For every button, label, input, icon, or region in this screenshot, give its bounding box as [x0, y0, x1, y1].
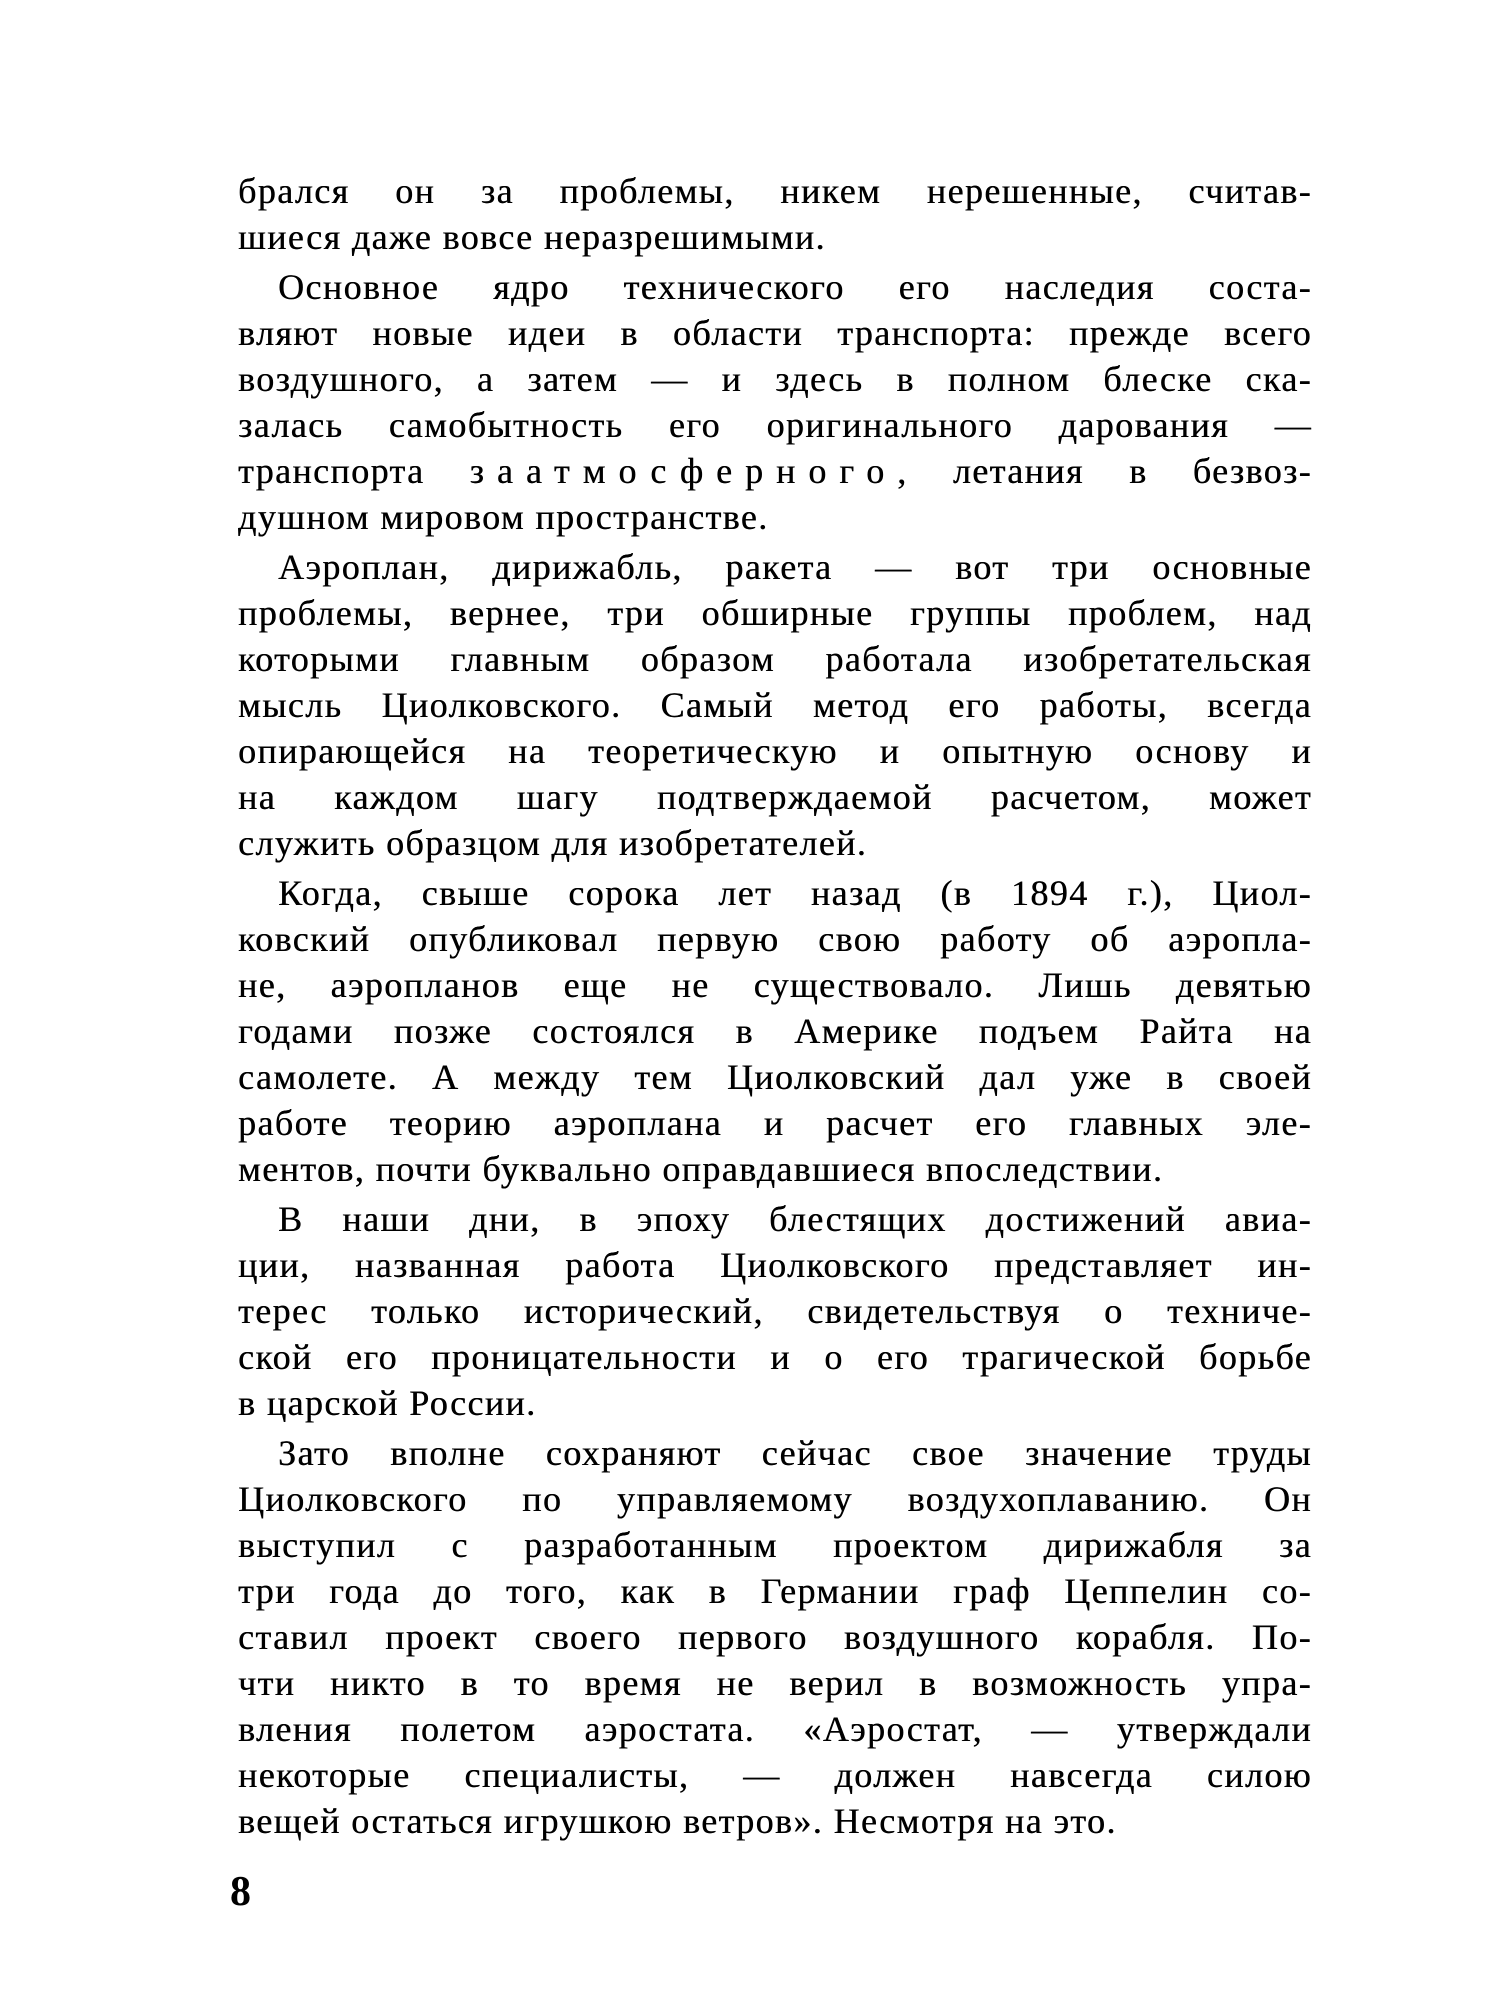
- text-line: воздушного, а затем — и здесь в полном блеске ска-: [238, 359, 1312, 399]
- text-line: самолете. А между тем Циолковский дал уже в своей: [238, 1057, 1312, 1097]
- text-line: терес только исторический, свидетельствуя о техниче-: [238, 1291, 1312, 1331]
- text-line: ставил проект своего первого воздушного корабля. По-: [238, 1617, 1312, 1657]
- text-line: вещей остаться игрушкою ветров». Несмотря на это.: [238, 1801, 1117, 1841]
- text-line: Когда, свыше сорока лет назад (в 1894 г.), Циол-: [278, 873, 1312, 913]
- paragraph: [238, 168, 1312, 260]
- letterspaced-emphasis: заатмосферного: [469, 451, 898, 491]
- text-line: на каждом шагу подтверждаемой расчетом, может: [238, 777, 1312, 817]
- text-line: Аэроплан, дирижабль, ракета — вот три основные: [278, 547, 1312, 587]
- text-line: вляют новые идеи в области транспорта: прежде всего: [238, 313, 1312, 353]
- text-line: Циолковского по управляемому воздухоплаванию. Он: [238, 1479, 1312, 1519]
- text-line: не, аэропланов еще не существовало. Лишь девятью: [238, 965, 1312, 1005]
- paragraph: [238, 1430, 1312, 1844]
- text-line: мысль Циолковского. Самый метод его работы, всегда: [238, 685, 1312, 725]
- text-line: В наши дни, в эпоху блестящих достижений авиа-: [278, 1199, 1312, 1239]
- paragraph: [238, 264, 1312, 540]
- text-line: служить образцом для изобретателей.: [238, 823, 868, 863]
- paragraph: [238, 870, 1312, 1192]
- page-body-text: [238, 168, 1312, 1848]
- text-line: в царской России.: [238, 1383, 537, 1423]
- text-line: [238, 448, 1312, 494]
- text-line: некоторые специалисты, — должен навсегда силою: [238, 1755, 1312, 1795]
- text-line: проблемы, вернее, три обширные группы проблем, над: [238, 593, 1312, 633]
- paragraph: [238, 544, 1312, 866]
- text-line: работе теорию аэроплана и расчет его главных эле-: [238, 1103, 1312, 1143]
- text-line: залась самобытность его оригинального дарования —: [238, 405, 1312, 445]
- text-line: душном мировом пространстве.: [238, 497, 769, 537]
- text-line: которыми главным образом работала изобретательская: [238, 639, 1312, 679]
- paragraph: [238, 1196, 1312, 1426]
- text-line: опирающейся на теоретическую и опытную основу и: [238, 731, 1312, 771]
- text-line: выступил с разработанным проектом дирижабля за: [238, 1525, 1312, 1565]
- text-line: шиеся даже вовсе неразрешимыми.: [238, 217, 826, 257]
- text-fragment: , летания в безвоз-: [897, 451, 1312, 491]
- text-fragment: транспорта: [238, 451, 470, 491]
- page-number: 8: [230, 1869, 251, 1915]
- text-line: Основное ядро технического его наследия соста-: [278, 267, 1312, 307]
- text-line: три года до того, как в Германии граф Цеппелин со-: [238, 1571, 1312, 1611]
- text-line: брался он за проблемы, никем нерешенные, считав-: [238, 171, 1312, 211]
- text-line: годами позже состоялся в Америке подъем Райта на: [238, 1011, 1312, 1051]
- text-line: ской его проницательности и о его трагической борьбе: [238, 1337, 1312, 1377]
- text-line: вления полетом аэростата. «Аэростат, — утверждали: [238, 1709, 1312, 1749]
- text-line: ции, названная работа Циолковского представляет ин-: [238, 1245, 1312, 1285]
- text-line: чти никто в то время не верил в возможность упра-: [238, 1663, 1312, 1703]
- text-line: ментов, почти буквально оправдавшиеся впоследствии.: [238, 1149, 1164, 1189]
- text-line: Зато вполне сохраняют сейчас свое значение труды: [278, 1433, 1312, 1473]
- text-line: ковский опубликовал первую свою работу об аэропла-: [238, 919, 1312, 959]
